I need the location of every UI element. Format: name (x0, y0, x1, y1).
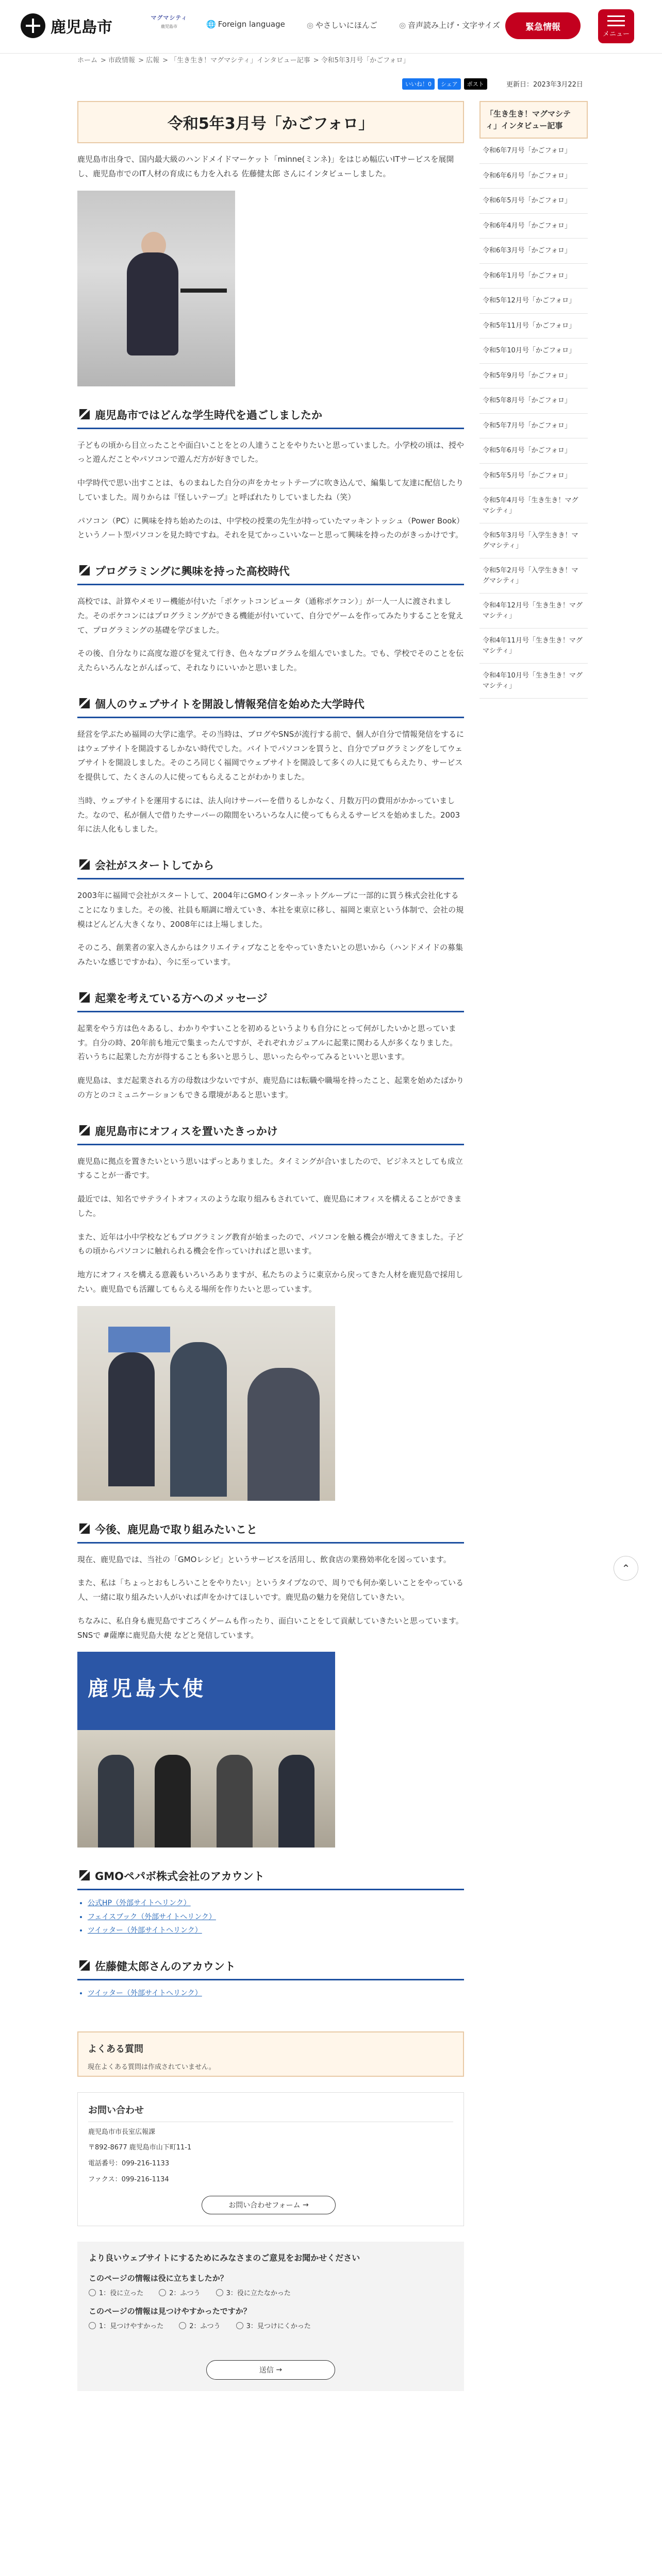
faq-desc: 現在よくある質問は作成されていません。 (88, 2063, 216, 2071)
section-text: また、私は「ちょっとおもしろいことをやりたい」というタイプなので、周りでも何か楽しいことをやっている人、一緒に取り組みたい人がいれば声をかけてほしいです。鹿児島の魅力を発信していきたい。 (77, 1578, 464, 1602)
globe-icon: 🌐 (206, 20, 216, 29)
sidebar-item[interactable]: 令和4年10月号「生き生き！マグマシティ」 (479, 664, 588, 699)
menu-button[interactable] (598, 9, 634, 43)
survey-submit-button[interactable]: 送信 → (206, 2360, 335, 2380)
magma-city-word: マグマシティ (151, 14, 188, 21)
section-text: 現在、鹿児島では、当社の「GMOレシピ」というサービスを活用し、飲食店の業務効率化を図っています。 (77, 1554, 451, 1564)
section-text: また、近年は小中学校などもプログラミング教育が始まったので、パソコンを触る機会が増えてきました。子どもの頃からパソコンに触れられる機会を作っていければと思います。 (77, 1232, 464, 1256)
chevron-up-icon: ⌃ (621, 1562, 631, 1574)
page-title: 令和5年3月号「かごフォロ」 (77, 101, 464, 143)
section-text: 起業をやう方は色々あるし、わかりやすいことを初めるというよりも自分にとって何がしたいかと思っています。自分の時、20年前も地元で集まったんですが、それぞれカジュアルに起業に関わる人が多くなりました。若いうちに起業した方が得することも多いと思うし、思いったらやってみるといいと思います。 (77, 1023, 457, 1062)
faq-box (77, 2031, 464, 2077)
nav-easy-japanese[interactable] (307, 20, 377, 30)
faq-title: よくある質問 (88, 2043, 143, 2055)
city-name: 鹿児島市 (51, 19, 112, 37)
section-heading: 会社がスタートしてから (77, 857, 464, 879)
section-text: 子どもの頃から目立ったことや面白いことをとの人達うことをやりたいと思っていました。小学校の頃は、授やっと遊んだことやパソコンで遊んだ方が好きでした。 (77, 440, 465, 464)
breadcrumb: ホーム > 市政情報 > 広報 > 「生き生き！マグマシティ」インタビュー記事 > 令和5年3月号「かごフォロ」 (77, 57, 410, 64)
sidebar-item[interactable]: 令和6年6月号「かごフォロ」 (479, 164, 588, 189)
external-link[interactable]: • 公式HP（外部サイトへリンク） (88, 1896, 464, 1910)
magma-city-sub: 鹿児島市 (161, 24, 177, 29)
section-heading: プログラミングに興味を持った高校時代 (77, 563, 464, 585)
sidebar-item[interactable]: 令和5年5月号「かごフォロ」 (479, 464, 588, 489)
breadcrumb-item[interactable]: 「生き生き！マグマシティ」インタビュー記事 (170, 57, 310, 64)
sidebar-item[interactable]: 令和6年1月号「かごフォロ」 (479, 264, 588, 289)
section-text: 地方にオフィスを構える意義もいろいろありますが、私たちのように東京から戻ってきた人材を鹿児島で採用したい。鹿児島でも活躍してもらえる場所を作りたいと思っています。 (77, 1270, 464, 1294)
contact-form-label: お問い合わせフォーム (228, 2201, 301, 2210)
ambassador-event-photo (77, 1652, 335, 1848)
facebook-share-button[interactable]: シェア (438, 78, 461, 90)
sidebar-item[interactable]: 令和6年3月号「かごフォロ」 (479, 239, 588, 264)
x-post-button[interactable]: ポスト (464, 78, 487, 90)
hamburger-icon (607, 15, 625, 17)
section-heading: GMOペパボ株式会社のアカウント (77, 1868, 464, 1890)
office-photo (77, 1306, 335, 1501)
section-heading: 個人のウェブサイトを開設し情報発信を始めた大学時代 (77, 696, 464, 718)
menu-label: メニュー (602, 30, 630, 38)
section-heading: 起業を考えている方へのメッセージ (77, 990, 464, 1012)
section-text: 中学時代で思い出すことは、ものまねした自分の声をカセットテープに吹き込んで、編集して友達に配信したりしていました。周りからは『怪しいテープ』と呼ばれたりしていましたね（笑） (77, 478, 464, 502)
radio-option[interactable]: 2：ふつう (179, 2320, 220, 2330)
survey-title: より良いウェブサイトにするためにみなさまのご意見をお聞かせください (89, 2252, 360, 2263)
sidebar-item[interactable]: 令和5年2月号「入学生きき！マグマシティ」 (479, 558, 588, 594)
section-text: 鹿児島は、まだ起業される方の母数は少ないですが、鹿児島には転職や職場を持ったこと、起業を始めたばかりの方とのコミュニケーションもできる環境があると思います。 (77, 1076, 465, 1099)
social-buttons (402, 78, 487, 90)
emergency-label: 緊急情報 (525, 22, 560, 32)
external-link[interactable]: • ツイッター（外部サイトへリンク） (88, 1987, 464, 2001)
breadcrumb-item[interactable]: 市政情報 (108, 57, 136, 64)
sidebar-item[interactable]: 令和5年9月号「かごフォロ」 (479, 364, 588, 389)
radio-option[interactable]: 1：見つけやすかった (89, 2320, 163, 2330)
section-heading: 鹿児島市ではどんな学生時代を過ごしましたか (77, 407, 464, 429)
breadcrumb-item[interactable]: ホーム (77, 57, 98, 64)
sidebar-item[interactable]: 令和6年7月号「かごフォロ」 (479, 139, 588, 164)
contact-line: ファクス：099-216-1134 (88, 2176, 169, 2184)
nav-reading-font-size[interactable] (399, 20, 500, 30)
survey-form (77, 2242, 464, 2391)
emergency-button[interactable] (505, 12, 581, 39)
sato-link-list (77, 1987, 464, 2001)
sidebar-item[interactable]: 令和5年10月号「かごフォロ」 (479, 338, 588, 364)
section-text: 高校では、計算やメモリー機能が付いた「ポケットコンピュータ（通称ポケコン）」が一人一人に渡されました。そのポケコンにはプログラミングができる機能が付いていて、自分でゲームを作ってみたりすることを覚えて、プログラミングの基礎を学びました。 (77, 597, 464, 635)
section-heading: 佐藤健太郎さんのアカウント (77, 1958, 464, 1980)
page-top-button[interactable] (614, 1556, 638, 1581)
section-text: 2003年に福岡で会社がスタートして、2004年にGMOインターネットグループに一部的に買う株式会社化することになりました。その後、社員も順調に増えていき、本社を東京に移し、福岡と東京という体制で、会社の規模はどんどん大きくなり、2008年には上場しました。 (77, 891, 464, 929)
survey-question: このページの情報は見つけやすかったですか？ (89, 2306, 251, 2316)
sidebar-item[interactable]: 令和5年3月号「入学生きき！マグマシティ」 (479, 523, 588, 558)
sidebar-item[interactable]: 令和5年6月号「かごフォロ」 (479, 438, 588, 464)
sidebar-item[interactable]: 令和5年11月号「かごフォロ」 (479, 314, 588, 339)
sidebar-item[interactable]: 令和6年4月号「かごフォロ」 (479, 214, 588, 239)
section-text: 経営を学ぶため福岡の大学に進学。その当時は、ブログやSNSが流行する前で、個人が自分で情報発信をするにはウェブサイトを開設するしかない時代でした。バイトでパソコンを買うと、自分でプログラミングをしてウェブサイトを開設しました。そのころ同じく福岡でウェブサイトを開設して多くの人に見てもらえたり、サービスを提供して、たくさんの人に使ってもらえることがわかりました。 (77, 729, 464, 782)
nav-label: やさしいにほんご (315, 21, 377, 30)
gmo-link-list (77, 1896, 464, 1938)
breadcrumb-item[interactable]: 広報 (146, 57, 160, 64)
nav-label: Foreign language (218, 20, 285, 29)
contact-box (77, 2092, 464, 2226)
circle-icon: ◎ (306, 21, 313, 30)
section-text: 当時、ウェブサイトを運用するには、法人向けサーバーを借りるしかなく、月数万円の費用がかかっていました。なので、私が個人で借りたサーバーの隙間をいろいろな人に使ってもらえるサービスを始めました。2003年に法人化もしました。 (77, 795, 460, 834)
sidebar (479, 101, 588, 699)
banner-text: 鹿児島大使 (88, 1676, 206, 1701)
sidebar-item[interactable]: 令和6年5月号「かごフォロ」 (479, 189, 588, 214)
radio-option[interactable]: 3：役に立たなかった (216, 2287, 291, 2297)
section-text: そのころ、創業者の家入さんからはクリエイティブなことをやっていきたいとの思いから（ハンドメイドの募集みたいな感じですかね）、今に至っています。 (77, 943, 464, 967)
section-text: 最近では、知名でサテライトオフィスのような取り組みもされていて、鹿児島にオフィスを構えることができました。 (77, 1194, 462, 1218)
site-logo[interactable] (21, 13, 112, 38)
radio-option[interactable]: 2：ふつう (159, 2287, 200, 2297)
radio-option[interactable]: 1：役に立った (89, 2287, 143, 2297)
radio-option[interactable]: 3：見つけにくかった (236, 2320, 311, 2330)
breadcrumb-current: 令和5年3月号「かごフォロ」 (321, 57, 410, 64)
circle-icon: ◎ (399, 21, 406, 30)
contact-line: 〒892-8677 鹿児島市山下町11-1 (88, 2144, 192, 2152)
contact-line: 電話番号：099-216-1133 (88, 2160, 170, 2168)
sidebar-item[interactable]: 令和5年12月号「かごフォロ」 (479, 289, 588, 314)
magma-city-logo (144, 11, 194, 40)
external-link[interactable]: • ツイッター（外部サイトへリンク） (88, 1924, 464, 1938)
section-heading: 今後、鹿児島で取り組みたいこと (77, 1521, 464, 1544)
section-text: その後、自分なりに高度な遊びを覚えて行き、色々なプログラムを組んでいました。でも、学校でそのことを伝えたらいろんなとがんばって、それなりにいいかと思いました。 (77, 649, 464, 672)
survey-question: このページの情報は役に立ちましたか？ (89, 2273, 228, 2283)
site-header (0, 0, 662, 54)
section-heading: 鹿児島市にオフィスを置いたきっかけ (77, 1123, 464, 1145)
sidebar-item[interactable]: 令和4年11月号「生き生き！マグマシティ」 (479, 629, 588, 664)
facebook-like-button[interactable]: いいね！0 (402, 78, 435, 90)
contact-form-button[interactable]: お問い合わせフォーム → (202, 2196, 336, 2214)
section-text: パソコン（PC）に興味を持ち始めたのは、中学校の授業の先生が持っていたマッキントッシュ（Power Book）というノート型パソコンを見た時ですね。それを見てかっこいいなーと思って興味を持ったのがきっかけです。 (77, 516, 464, 540)
nav-label: 音声読み上げ・文字サイズ (408, 21, 500, 30)
portrait-photo (77, 191, 235, 386)
nav-foreign-language[interactable] (206, 20, 285, 30)
contact-line: 鹿児島市市長室広報課 (88, 2128, 156, 2136)
section-text: ちなみに、私自身も鹿児島ですごろくゲームも作ったり、面白いことをして貢献していきたいと思っています。SNSで #薩摩に鹿児島大使 などと発信しています。 (77, 1616, 464, 1640)
city-emblem-icon (21, 13, 45, 38)
intro-text: 鹿児島市出身で、国内最大級のハンドメイドマーケット「minne(ミンネ)」をはじめ幅広いITサービスを展開し、鹿児島市でのIT人材の育成にも力を入れる 佐藤健太郎 さんにインタビューしました。 (77, 155, 454, 178)
sidebar-item[interactable]: 令和5年8月号「かごフォロ」 (479, 388, 588, 414)
submit-label: 送信 (259, 2366, 274, 2375)
section-text: 鹿児島に拠点を置きたいという思いはずっとありました。タイミングが合いましたので、ビジネスとしても成立することが一番です。 (77, 1156, 463, 1180)
main-content (77, 101, 464, 2391)
external-link[interactable]: • フェイスブック（外部サイトへリンク） (88, 1910, 464, 1924)
header-nav (206, 20, 522, 30)
sidebar-item[interactable]: 令和4年12月号「生き生き！マグマシティ」 (479, 594, 588, 629)
updated-date: 更新日：2023年3月22日 (506, 81, 583, 89)
sidebar-header: 「生き生き！マグマシティ」インタビュー記事 (479, 101, 588, 139)
sidebar-item[interactable]: 令和5年7月号「かごフォロ」 (479, 414, 588, 439)
contact-title: お問い合わせ (88, 2103, 453, 2122)
sidebar-item[interactable]: 令和5年4月号「生き生き！マグマシティ」 (479, 488, 588, 523)
